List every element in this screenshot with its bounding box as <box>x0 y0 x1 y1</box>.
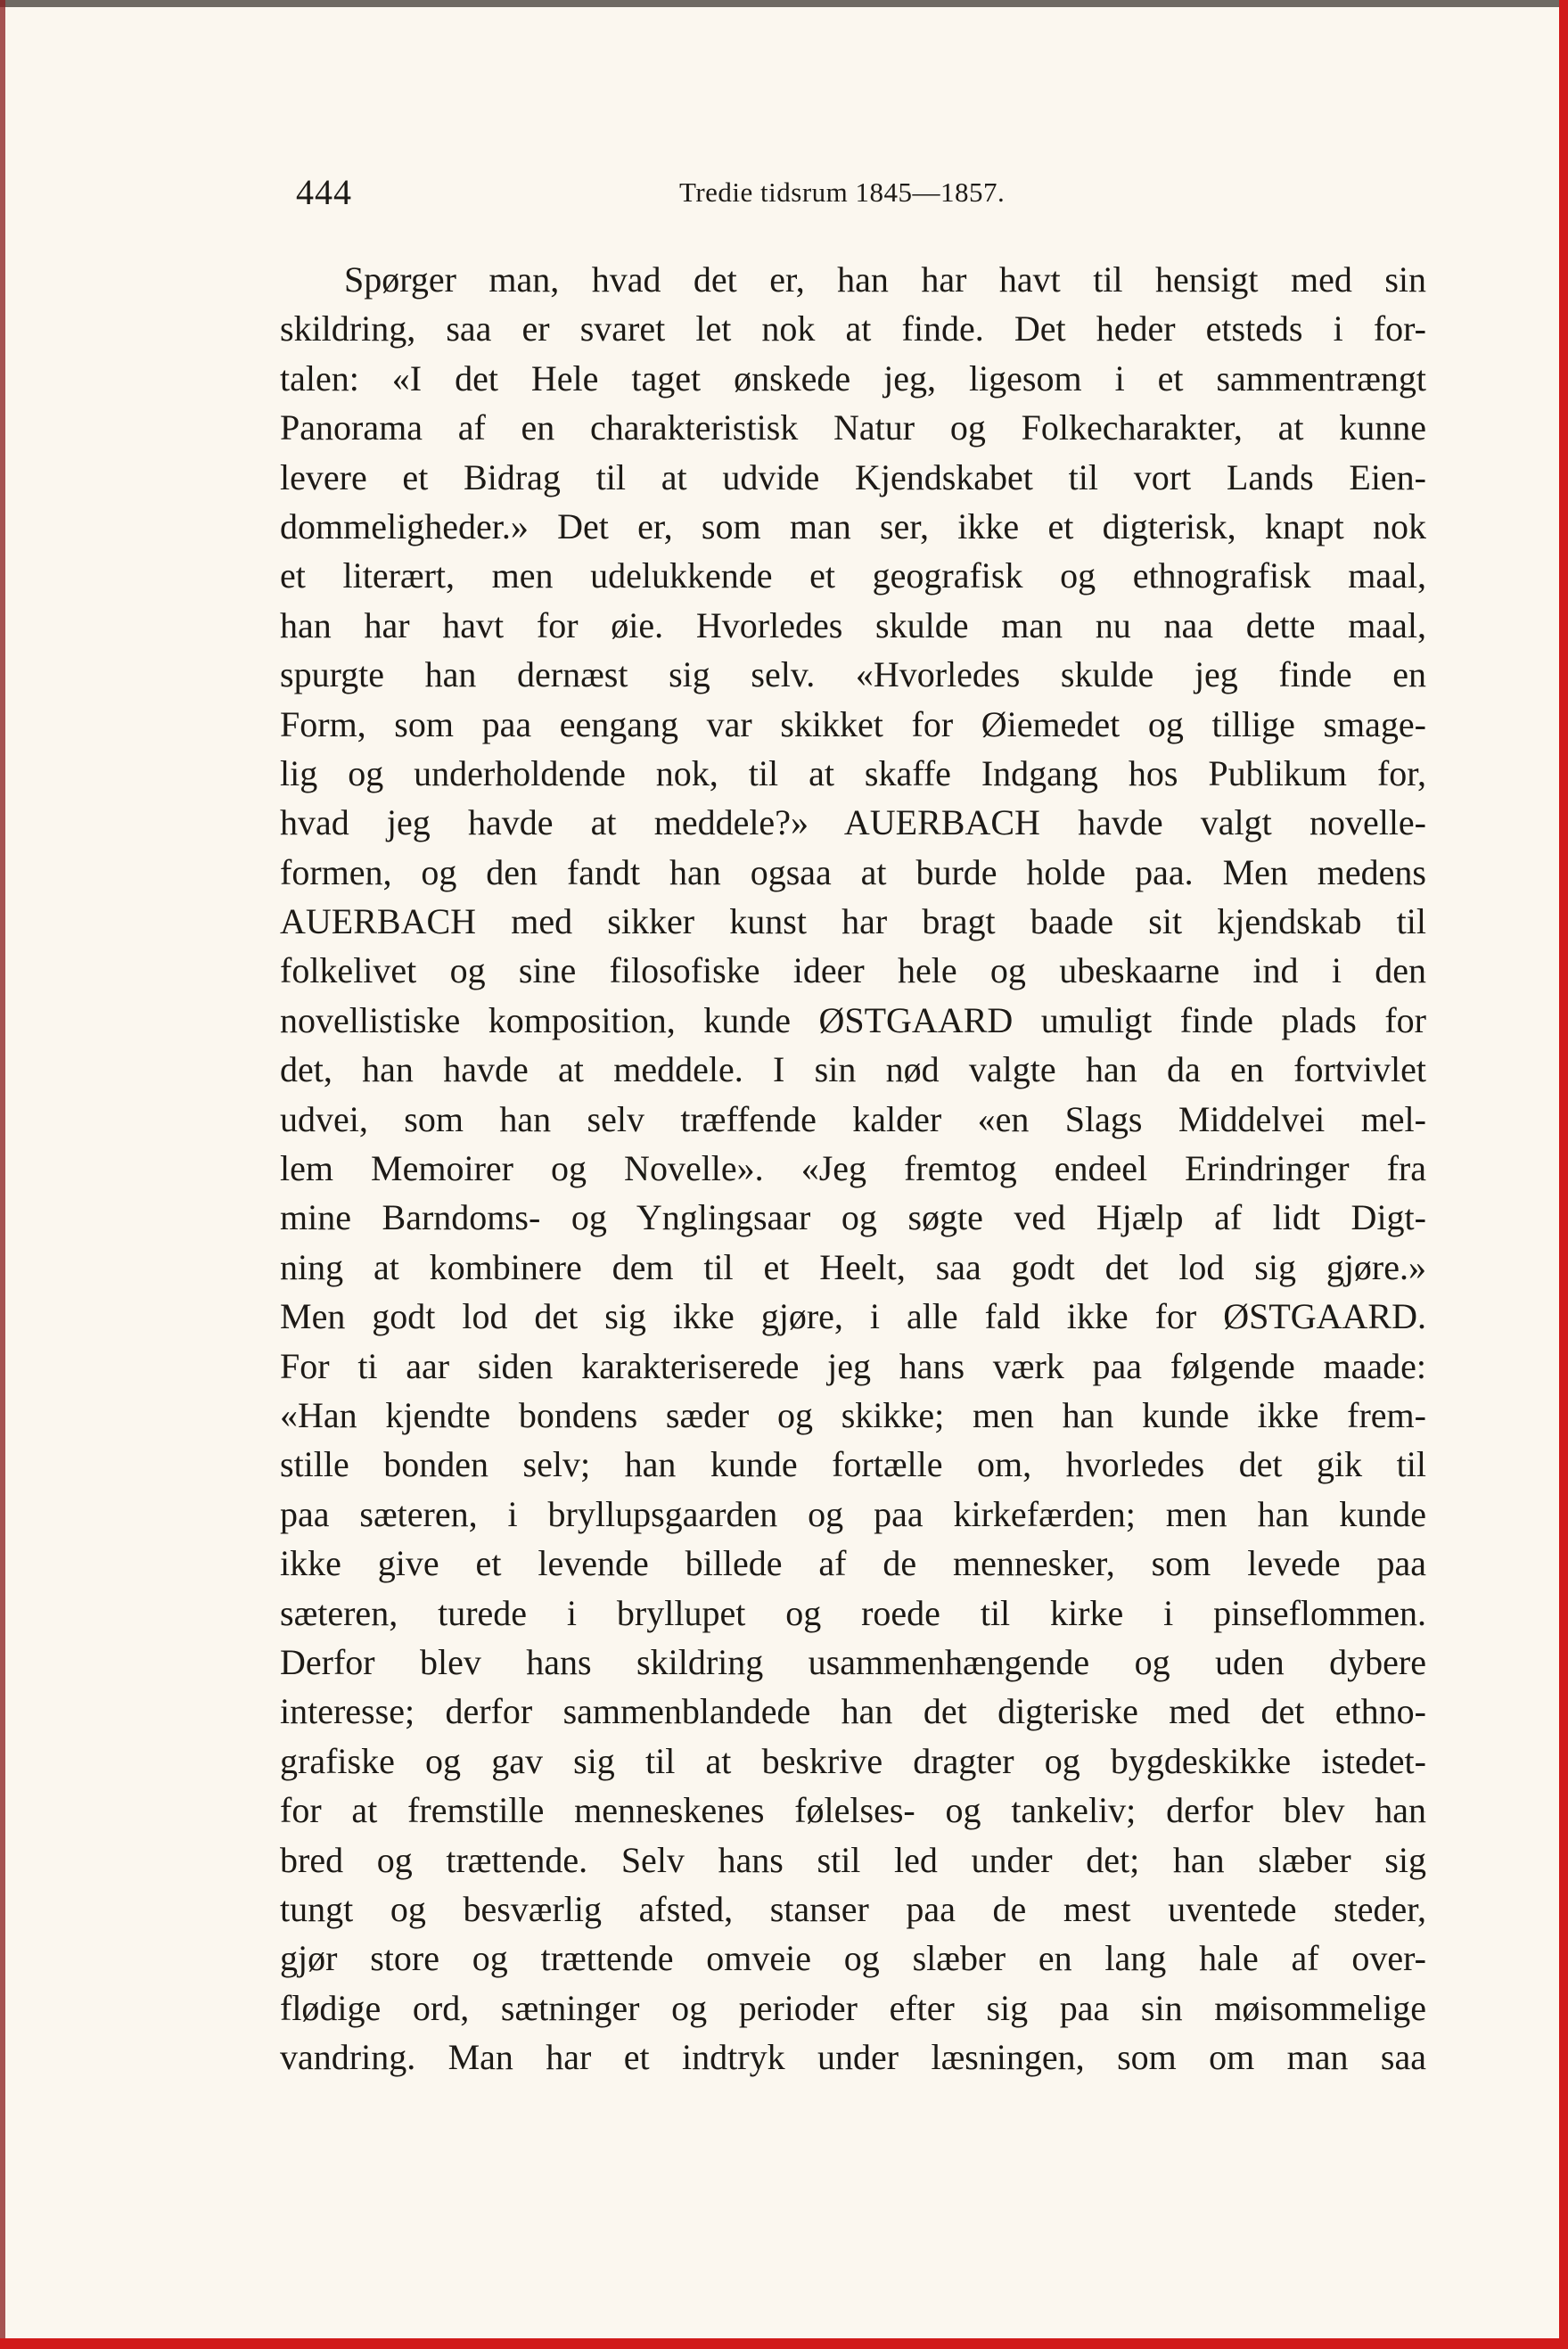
text-line: stille bonden selv; han kunde fortælle om, hvorledes det gik til <box>280 1444 1426 1485</box>
text-line: udvei, som han selv træffende kalder «en Slags Middelvei mel- <box>280 1098 1426 1139</box>
text-line: bred og trættende. Selv hans stil led under det; han slæber sig <box>280 1839 1426 1880</box>
text-line: ning at kombinere dem til et Heelt, saa godt det lod sig gjøre.» <box>280 1246 1426 1287</box>
text-line: han har havt for øie. Hvorledes skulde man nu naa dette maal, <box>280 604 1426 645</box>
text-line: lem Memoirer og Novelle». «Jeg fremtog endeel Erindringer fra <box>280 1148 1426 1189</box>
text-line: spurgte han dernæst sig selv. «Hvorledes skulde jeg finde en <box>280 654 1426 695</box>
text-line: formen, og den fandt han ogsaa at burde holde paa. Men medens <box>280 851 1426 892</box>
scan-top-edge <box>0 0 1568 7</box>
body-text <box>280 255 1426 2082</box>
text-line: skildring, saa er svaret let nok at finde. Det heder etsteds i for- <box>280 308 1426 349</box>
text-line: For ti aar siden karakteriserede jeg hans værk paa følgende maade: <box>280 1345 1426 1386</box>
text-line: grafiske og gav sig til at beskrive dragter og bygdeskikke istedet- <box>280 1740 1426 1781</box>
text-line: folkelivet og sine filosofiske ideer hele og ubeskaarne ind i den <box>280 950 1426 991</box>
text-line: Men godt lod det sig ikke gjøre, i alle fald ikke for ØSTGAARD. <box>280 1296 1426 1337</box>
text-line: ikke give et levende billede af de mennesker, som levede paa <box>280 1543 1426 1584</box>
text-line: interesse; derfor sammenblandede han det digteriske med det ethno- <box>280 1691 1426 1732</box>
text-line: flødige ord, sætninger og perioder efter sig paa sin møisommelige <box>280 1987 1426 2028</box>
running-head: Tredie tidsrum 1845—1857. <box>679 177 1006 208</box>
scan-left-edge <box>0 0 5 2349</box>
text-line: mine Barndoms- og Ynglingsaar og søgte ved Hjælp af lidt Digt- <box>280 1197 1426 1238</box>
text-line: lig og underholdende nok, til at skaffe Indgang hos Publikum for, <box>280 752 1426 793</box>
text-line: levere et Bidrag til at udvide Kjendskabet til vort Lands Eien- <box>280 456 1426 497</box>
text-line: Spørger man, hvad det er, han har havt til hensigt med sin <box>344 259 1426 300</box>
text-line: vandring. Man har et indtryk under læsningen, som om man saa <box>280 2037 1426 2078</box>
text-line: paa sæteren, i bryllupsgaarden og paa kirkefærden; men han kunde <box>280 1493 1426 1534</box>
text-line: hvad jeg havde at meddele?» AUERBACH havde valgt novelle- <box>280 802 1426 843</box>
text-line: novellistiske komposition, kunde ØSTGAARD umuligt finde plads for <box>280 999 1426 1040</box>
text-line: et literært, men udelukkende et geografisk og ethnografisk maal, <box>280 555 1426 596</box>
page-header <box>296 171 1419 225</box>
scan-right-edge <box>1559 0 1568 2349</box>
text-line: «Han kjendte bondens sæder og skikke; men han kunde ikke frem- <box>280 1394 1426 1435</box>
text-line: sæteren, turede i bryllupet og roede til kirke i pinseflommen. <box>280 1592 1426 1633</box>
text-line: Panorama af en charakteristisk Natur og Folkecharakter, at kunne <box>280 407 1426 448</box>
text-line: tungt og besværlig afsted, stanser paa de mest uventede steder, <box>280 1888 1426 1929</box>
scan-bottom-edge <box>0 2338 1568 2349</box>
page-number: 444 <box>296 172 352 212</box>
text-line: talen: «I det Hele taget ønskede jeg, ligesom i et sammentrængt <box>280 357 1426 398</box>
text-line: det, han havde at meddele. I sin nød valgte han da en fortvivlet <box>280 1049 1426 1090</box>
text-line: gjør store og trættende omveie og slæber en lang hale af over- <box>280 1938 1426 1979</box>
text-line: for at fremstille menneskenes følelses- og tankeliv; derfor blev han <box>280 1790 1426 1831</box>
text-line: Form, som paa eengang var skikket for Øiemedet og tillige smage- <box>280 703 1426 744</box>
text-line: dommeligheder.» Det er, som man ser, ikke et digterisk, knapt nok <box>280 505 1426 546</box>
text-line: AUERBACH med sikker kunst har bragt baade sit kjendskab til <box>280 901 1426 942</box>
text-line: Derfor blev hans skildring usammenhængende og uden dybere <box>280 1641 1426 1682</box>
